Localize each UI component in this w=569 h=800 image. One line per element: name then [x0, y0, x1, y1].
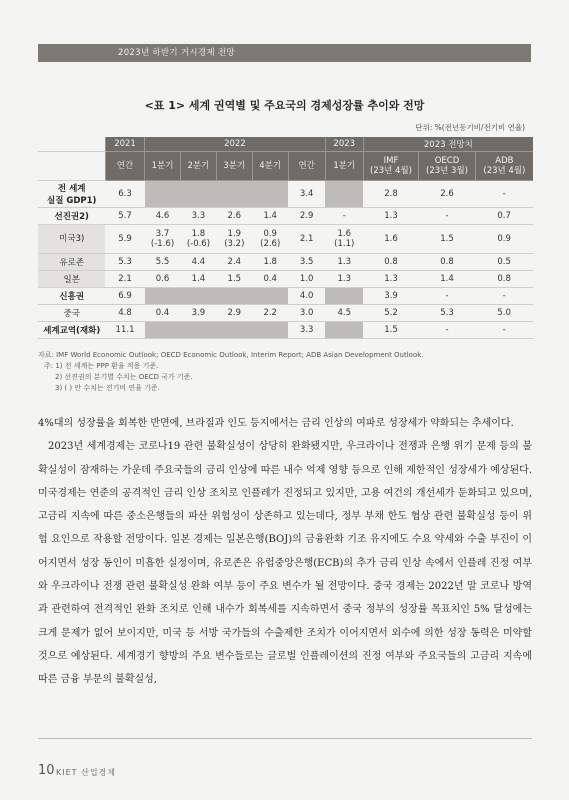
table-row	[38, 271, 533, 288]
table-row	[38, 208, 533, 225]
page-number: 10	[38, 763, 55, 778]
table-cell: 4.8	[105, 305, 144, 322]
table-cell	[216, 288, 252, 305]
table-cell: -	[475, 288, 533, 305]
row-label: 선진권2)	[38, 208, 105, 225]
header-period: 1분기	[325, 152, 363, 181]
table-cell: 5.0	[475, 305, 533, 322]
table-cell	[252, 181, 288, 208]
table-cell: 3.7 (-1.6)	[145, 225, 181, 254]
table-cell: -	[325, 208, 363, 225]
header-imf: IMF (23년 4월)	[363, 152, 418, 181]
table-cell: 5.3	[105, 254, 144, 271]
table-cell: 0.9	[475, 225, 533, 254]
table-cell: 1.3	[325, 271, 363, 288]
body-text	[38, 412, 532, 692]
table-cell	[325, 181, 363, 208]
table-cell: 1.4	[252, 208, 288, 225]
table-cell: 0.6	[145, 271, 181, 288]
growth-table	[38, 137, 533, 339]
table-cell: 1.8	[252, 254, 288, 271]
header-period: 연간	[288, 152, 325, 181]
table-cell	[180, 181, 216, 208]
paragraph: 2023년 세계경제는 코로나19 관련 불확실성이 상당히 완화됐지만, 우크라이나 전쟁과 은행 위기 문제 등의 불확실성이 잠재하는 가운데 주요국들의 금리 인상에 따른 내수 억제 영향 등으로 인해 제한적인 성장세가 예상된다. 미국경제는 연준의 공격적인 금리 인상 조치로 인플레가 진정되고 있지만, 고용 여건의 개선세가 둔화되고 있으며, 고금리 지속에 따른 중소은행들의 파산 위험성이 상존하고 있는데다, 정부 부채 한도 협상 관련 불확실성 등이 위험 요인으로 작용할 전망이다. 일본 경제는 일본은행(BOJ)의 금융완화 기조 유지에도 수요 약세와 수출 부진이 이어지면서 성장 동인이 미흡한 실정이며, 유로존은 유럽중앙은행(ECB)의 추가 금리 인상 속에서 인플레 진정 여부와 우크라이나 전쟁 관련 불확실성 완화 여부 등이 주요 변수가 될 전망이다. 중국 경제는 2022년 말 코로나 방역과 관련하여 전격적인 완화 조치로 인해 내수가 회복세를 지속하면서 중국 정부의 성장률 목표치인 5% 달성에는 크게 문제가 없어 보이지만, 미국 등 서방 국가들의 수출제한 조치가 이어지면서 외수에 의한 성장 동력은 미약할 것으로 예상된다. 세계경기 향방의 주요 변수들로는 글로벌 인플레이션의 진정 여부와 주요국들의 고금리 지속에 따른 금융 부문의 불확실성,	[38, 441, 532, 686]
table-cell: 4.5	[325, 305, 363, 322]
table-cell: 1.8 (-0.6)	[180, 225, 216, 254]
table-cell	[325, 288, 363, 305]
corner-cell	[38, 137, 105, 152]
table-cell	[145, 322, 181, 339]
table-cell: 6.3	[105, 181, 144, 208]
table-cell: 0.9 (2.6)	[252, 225, 288, 254]
publication-name: KIET 산업경제	[56, 768, 117, 777]
table-cell: 0.7	[475, 208, 533, 225]
table-cell	[216, 322, 252, 339]
note-line: 2) 선진권의 분기별 수치는 OECD 국가 기준.	[55, 373, 193, 381]
table-cell: 1.3	[363, 208, 418, 225]
table-cell: 1.4	[419, 271, 476, 288]
table-cell: 1.0	[288, 271, 325, 288]
table-cell: -	[475, 322, 533, 339]
row-label: 신흥권	[38, 288, 105, 305]
table-row	[38, 254, 533, 271]
table-cell: 5.7	[105, 208, 144, 225]
table-cell: 2.1	[288, 225, 325, 254]
table-cell	[252, 288, 288, 305]
table-cell: 2.1	[105, 271, 144, 288]
table-row	[38, 181, 533, 208]
table-cell: 3.0	[288, 305, 325, 322]
table-cell: 5.3	[419, 305, 476, 322]
table-cell: 0.8	[363, 254, 418, 271]
table-cell: 3.9	[363, 288, 418, 305]
table-cell: 1.9 (3.2)	[216, 225, 252, 254]
table-row	[38, 305, 533, 322]
row-label: 미국3)	[38, 225, 105, 254]
table-cell: 0.8	[475, 271, 533, 288]
table-cell: 3.3	[180, 208, 216, 225]
table-cell: 1.3	[325, 254, 363, 271]
header-oecd: OECD (23년 3월)	[419, 152, 476, 181]
table-cell: -	[419, 208, 476, 225]
row-label: 유로존	[38, 254, 105, 271]
table-cell: 11.1	[105, 322, 144, 339]
header-period: 1분기	[145, 152, 181, 181]
header-year-2023: 2023	[325, 137, 363, 152]
table-cell: 2.2	[252, 305, 288, 322]
table-cell	[180, 322, 216, 339]
table-cell: 0.8	[419, 254, 476, 271]
table-cell: 1.6	[363, 225, 418, 254]
header-period: 4분기	[252, 152, 288, 181]
table-cell: 1.3	[363, 271, 418, 288]
table-cell: 5.9	[105, 225, 144, 254]
table-cell: 1.5	[363, 322, 418, 339]
table-row	[38, 225, 533, 254]
running-title: 2023년 하반기 거시경제 전망	[118, 48, 235, 58]
header-period: 연간	[105, 152, 144, 181]
table-cell: 4.0	[288, 288, 325, 305]
table-cell: -	[475, 181, 533, 208]
table-cell: 3.9	[180, 305, 216, 322]
table-cell: 3.5	[288, 254, 325, 271]
table-cell: 2.4	[216, 254, 252, 271]
table-title: <표 1> 세계 권역별 및 주요국의 경제성장률 추이와 전망	[144, 99, 425, 112]
table-cell	[145, 288, 181, 305]
table-cell: 1.4	[180, 271, 216, 288]
header-adb: ADB (23년 4월)	[475, 152, 533, 181]
table-cell: 2.6	[216, 208, 252, 225]
table-cell: 1.5	[216, 271, 252, 288]
table-notes	[38, 350, 424, 394]
table-cell: 4.4	[180, 254, 216, 271]
table-cell: 2.8	[363, 181, 418, 208]
table-cell: 4.6	[145, 208, 181, 225]
table-cell	[216, 181, 252, 208]
header-year-2021: 2021	[105, 137, 144, 152]
corner-cell	[38, 152, 105, 181]
row-label: 세계교역(재화)	[38, 322, 105, 339]
note-line: 3) ( ) 안 수치는 전기비 연율 기준.	[55, 384, 160, 392]
table-cell: 2.9	[216, 305, 252, 322]
table-cell: 1.5	[419, 225, 476, 254]
row-label: 일본	[38, 271, 105, 288]
table-cell: 0.4	[145, 305, 181, 322]
table-unit: 단위: %(전년동기비/전기비 연율)	[415, 123, 525, 132]
table-cell: -	[419, 322, 476, 339]
table-cell: 3.4	[288, 181, 325, 208]
table-cell: 6.9	[105, 288, 144, 305]
header-row-years	[38, 137, 533, 152]
header-period: 3분기	[216, 152, 252, 181]
table-cell: 3.3	[288, 322, 325, 339]
table-cell	[145, 181, 181, 208]
header-forecast: 2023 전망치	[363, 137, 533, 152]
table-cell: 1.6 (1.1)	[325, 225, 363, 254]
header-period: 2분기	[180, 152, 216, 181]
row-label: 중국	[38, 305, 105, 322]
header-year-2022: 2022	[145, 137, 326, 152]
note-line: 주: 1) 전 세계는 PPP 환율 적용 기준.	[44, 362, 159, 370]
footer-divider	[38, 738, 532, 739]
header-row-periods	[38, 152, 533, 181]
table-row	[38, 322, 533, 339]
table-cell: -	[419, 288, 476, 305]
table-cell: 5.5	[145, 254, 181, 271]
table-cell: 2.6	[419, 181, 476, 208]
table-cell	[252, 322, 288, 339]
table-body	[38, 181, 533, 339]
table-cell: 0.4	[252, 271, 288, 288]
table-cell	[325, 322, 363, 339]
table-cell: 0.5	[475, 254, 533, 271]
source-line: 자료: IMF World Economic Outlook; OECD Economic Outlook, Interim Report; ADB Asian Development Outlook.	[38, 351, 424, 359]
table-row	[38, 288, 533, 305]
row-label: 전 세계 실질 GDP1)	[38, 181, 105, 208]
table-cell	[180, 288, 216, 305]
table-cell: 2.9	[288, 208, 325, 225]
header-band	[38, 44, 531, 62]
table-cell: 5.2	[363, 305, 418, 322]
paragraph: 4%대의 성장률을 회복한 반면에, 브라질과 인도 등지에서는 금리 인상의 여파로 성장세가 약화되는 추세이다.	[38, 418, 514, 429]
